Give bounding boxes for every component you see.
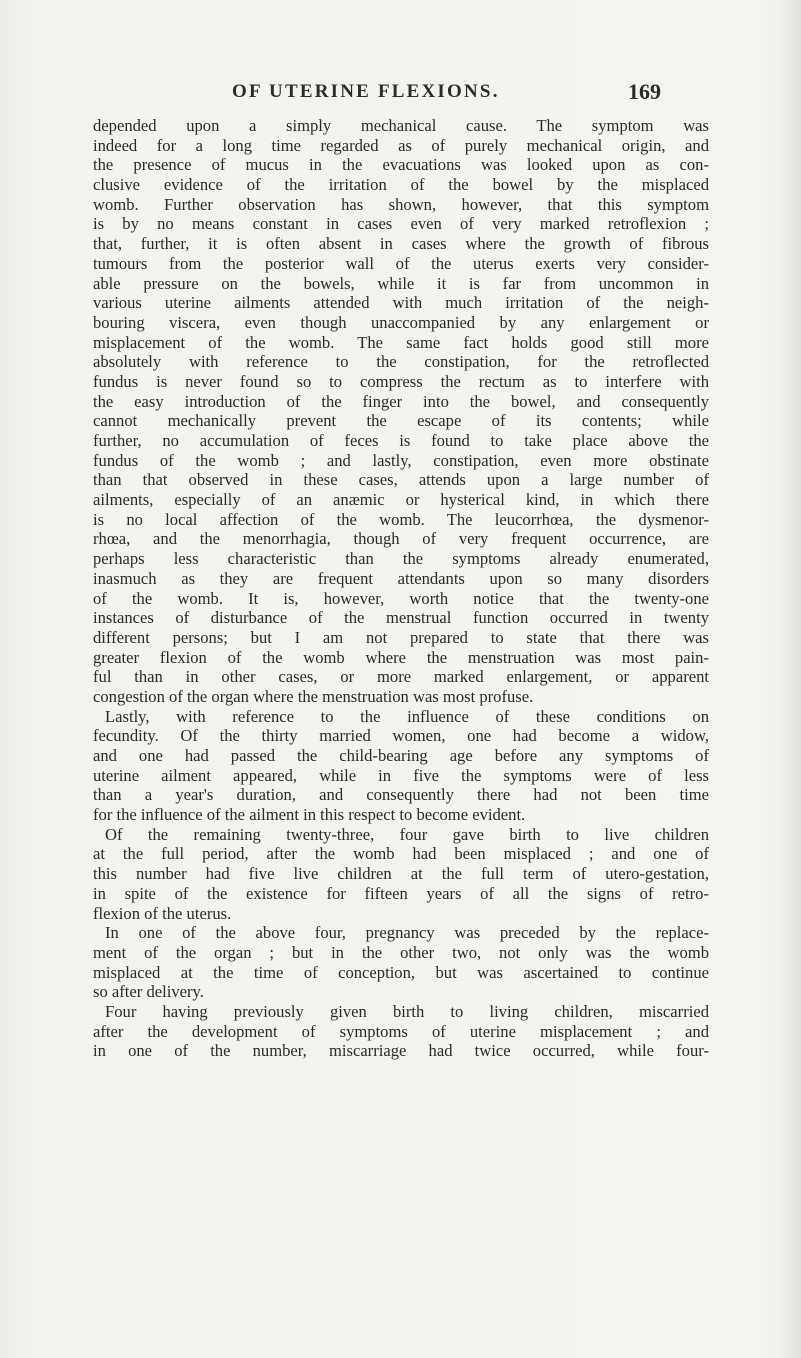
- text-line: in spite of the existence for fifteen years of all the signs of retro-: [93, 883, 709, 903]
- text-line: uterine ailment appeared, while in five the symptoms were of less: [93, 765, 709, 785]
- text-line: in one of the number, miscarriage had twice occurred, while four-: [93, 1041, 709, 1061]
- text-line: bouring viscera, even though unaccompanied by any enlargement or: [93, 312, 709, 332]
- text-line: fundus of the womb ; and lastly, constipation, even more obstinate: [93, 450, 709, 470]
- running-head: [0, 81, 801, 109]
- running-title: OF UTERINE FLEXIONS.: [232, 81, 500, 102]
- text-line: different persons; but I am not prepared to state that there was: [93, 627, 709, 647]
- text-line: depended upon a simply mechanical cause. The symptom was: [93, 116, 709, 135]
- text-line: so after delivery.: [93, 982, 204, 1002]
- text-line: is by no means constant in cases even of very marked retroflexion ;: [93, 214, 709, 234]
- text-line: ailments, especially of an anæmic or hysterical kind, in which there: [93, 490, 709, 510]
- text-line: that, further, it is often absent in cases where the growth of fibrous: [93, 234, 709, 254]
- page-edge-shadow: [783, 0, 801, 1358]
- text-line: ful than in other cases, or more marked enlargement, or apparent: [93, 667, 709, 687]
- text-line: after the development of symptoms of uterine misplacement ; and: [93, 1021, 709, 1041]
- text-line: than a year's duration, and consequently there had not been time: [93, 785, 709, 805]
- body-text: [93, 116, 709, 1061]
- text-line: congestion of the organ where the menstruation was most profuse.: [93, 686, 534, 706]
- text-line: absolutely with reference to the constipation, for the retroflected: [93, 352, 709, 372]
- text-line: misplacement of the womb. The same fact holds good still more: [93, 332, 709, 352]
- text-line: this number had five live children at the full term of utero-gestation,: [93, 864, 709, 884]
- paragraph-start-line: Four having previously given birth to living children, miscarried: [105, 1001, 709, 1021]
- text-line: greater flexion of the womb where the menstruation was most pain-: [93, 647, 709, 667]
- text-line: than that observed in these cases, attends upon a large number of: [93, 470, 709, 490]
- text-line: for the influence of the ailment in this respect to become evident.: [93, 805, 526, 825]
- text-line: of the womb. It is, however, worth notice that the twenty-one: [93, 588, 709, 608]
- text-line: fundus is never found so to compress the rectum as to interfere with: [93, 371, 709, 391]
- text-line: ment of the organ ; but in the other two, not only was the womb: [93, 942, 709, 962]
- text-line: indeed for a long time regarded as of purely mechanical origin, and: [93, 135, 709, 155]
- text-line: at the full period, after the womb had been misplaced ; and one of: [93, 844, 709, 864]
- text-line: perhaps less characteristic than the symptoms already enumerated,: [93, 549, 709, 569]
- page-number: 169: [628, 79, 661, 104]
- text-line: clusive evidence of the irritation of the bowel by the misplaced: [93, 175, 709, 195]
- text-line: instances of disturbance of the menstrual function occurred in twenty: [93, 608, 709, 628]
- text-line: inasmuch as they are frequent attendants upon so many disorders: [93, 568, 709, 588]
- text-line: the easy introduction of the finger into the bowel, and consequently: [93, 391, 709, 411]
- paragraph-start-line: Lastly, with reference to the influence of these conditions on: [105, 706, 709, 726]
- paragraph-start-line: In one of the above four, pregnancy was preceded by the replace-: [105, 923, 709, 943]
- text-line: womb. Further observation has shown, however, that this symptom: [93, 194, 709, 214]
- text-line: various uterine ailments attended with much irritation of the neigh-: [93, 293, 709, 313]
- text-line: misplaced at the time of conception, but was ascertained to continue: [93, 962, 709, 982]
- text-line: and one had passed the child-bearing age before any symptoms of: [93, 746, 709, 765]
- text-line: fecundity. Of the thirty married women, one had become a widow,: [93, 726, 709, 746]
- text-line: flexion of the uterus.: [93, 903, 232, 923]
- text-line: cannot mechanically prevent the escape of its contents; while: [93, 411, 709, 431]
- text-line: further, no accumulation of feces is found to take place above the: [93, 431, 709, 450]
- text-line: the presence of mucus in the evacuations was looked upon as con-: [93, 155, 709, 175]
- paragraph-start-line: Of the remaining twenty-three, four gave birth to live children: [105, 824, 709, 844]
- text-line: tumours from the posterior wall of the uterus exerts very consider-: [93, 253, 709, 273]
- text-line: able pressure on the bowels, while it is far from uncommon in: [93, 273, 709, 293]
- text-line: rhœa, and the menorrhagia, though of very frequent occurrence, are: [93, 529, 709, 549]
- text-line: is no local affection of the womb. The leucorrhœa, the dysmenor-: [93, 509, 709, 529]
